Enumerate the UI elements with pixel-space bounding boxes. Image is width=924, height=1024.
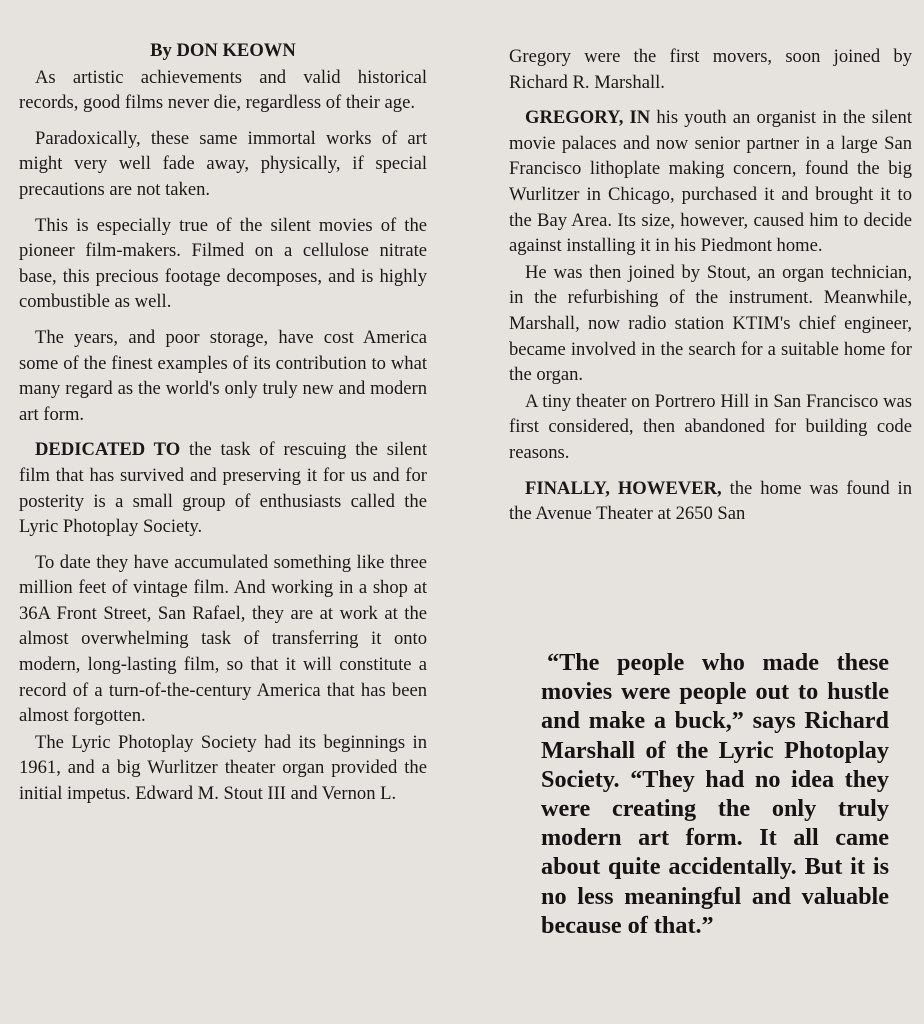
subhead-lead: DEDICATED TO xyxy=(35,439,181,461)
paragraph-text: A tiny theater on Portrero Hill in San Francisco was first considered, then abandoned for building code reasons. xyxy=(509,390,912,463)
paragraph-10 xyxy=(509,260,912,388)
paragraph-4 xyxy=(19,325,427,427)
paragraph-text: his youth an organist in the silent movie palaces and now senior partner in a large San Francisco lithoplate making concern, found the big Wurlitzer in Chicago, purchased it and brought it to the Bay Area. Its size, however, caused him to decide against installing it in his Piedmont home. xyxy=(509,107,912,257)
paragraph-text: To date they have accumulated something like three million feet of vintage film. And working in a shop at 36A Front Street, San Rafael, they are at work at the almost overwhelming task of transferring it onto modern, long-lasting film, so that it will constitute a record of a turn-of-the-century America that has been almost forgotten. xyxy=(19,551,427,727)
paragraph-3 xyxy=(19,213,427,315)
paragraph-2 xyxy=(19,126,427,203)
paragraph-1 xyxy=(19,65,427,116)
paragraph-text: As artistic achievements and valid historical records, good films never die, regardless of their age. xyxy=(19,66,427,114)
paragraph-9 xyxy=(509,105,912,259)
paragraph-text: Gregory were the first movers, soon joined by Richard R. Marshall. xyxy=(509,46,912,93)
paragraph-7 xyxy=(19,730,427,807)
paragraph-5 xyxy=(19,437,427,539)
paragraph-text: the home was found in the Avenue Theater at 2650 San xyxy=(509,477,912,525)
paragraph-12 xyxy=(509,476,912,527)
subhead-lead: GREGORY, IN xyxy=(525,107,651,129)
paragraph-11 xyxy=(509,389,912,466)
pull-quote: “The people who made these movies were people out to hustle and make a buck,” says Richard Marshall of the Lyric Photoplay Society. “They had no idea they were creating the only truly modern art form. It all came about quite accidentally. But it is no less meaningful and valuable because of that.” xyxy=(541,649,889,939)
paragraph-text: This is especially true of the silent movies of the pioneer film-makers. Filmed on a cellulose nitrate base, this precious footage decomposes, and is highly combustible as well. xyxy=(19,214,427,313)
paragraph-6 xyxy=(19,550,427,729)
paragraph-text: The years, and poor storage, have cost America some of the finest examples of its contribution to what many regard as the world's only truly new and modern art form. xyxy=(19,326,427,425)
paragraph-text: The Lyric Photoplay Society had its beginnings in 1961, and a big Wurlitzer theater organ provided the initial impetus. Edward M. Stout III and Vernon L. xyxy=(19,731,427,805)
paragraph-8 xyxy=(509,44,912,95)
paragraph-text: Paradoxically, these same immortal works of art might very well fade away, physically, if special precautions are not taken. xyxy=(19,127,427,200)
right-column xyxy=(509,0,912,527)
byline: By DON KEOWN xyxy=(150,40,296,61)
paragraph-text: He was then joined by Stout, an organ technician, in the refurbishing of the instrument. Meanwhile, Marshall, now radio station KTIM's chief engineer, became involved in the search for a suitable home for the organ. xyxy=(509,261,912,386)
subhead-lead: FINALLY, HOWEVER, xyxy=(525,477,722,499)
left-column xyxy=(19,0,427,807)
paragraph-text: the task of rescuing the silent film that has survived and preserving it for us and for posterity is a small group of enthusiasts called the Lyric Photoplay Society. xyxy=(19,439,427,538)
